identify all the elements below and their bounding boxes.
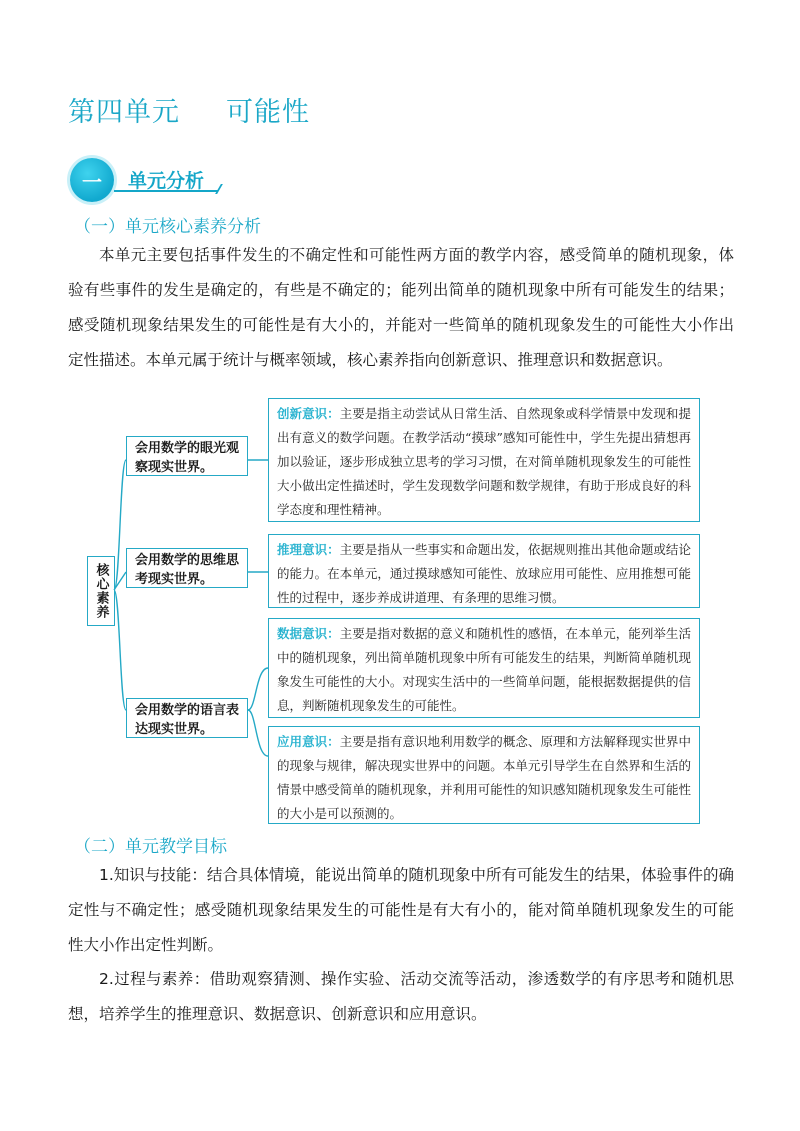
detail-data-text: 主要是指对数据的意义和随机性的感悟，在本单元，能列举生活中的随机现象，列出简单随机现象中所有可能发生的结果，判断简单随机现象发生可能性的大小。对现实生活中的一些简单问题，能根据数据提供的信息，判断随机现象发生的可能性。 bbox=[277, 626, 691, 713]
detail-data bbox=[268, 618, 700, 718]
section-number-circle bbox=[70, 158, 114, 202]
core-literacy-diagram bbox=[86, 396, 706, 826]
section-label: 单元分析 bbox=[128, 170, 205, 192]
detail-innovation-text: 主要是指主动尝试从日常生活、自然现象或科学情景中发现和提出有意义的数学问题。在教学活动“摸球”感知可能性中，学生先提出猜想再加以验证，逐步形成独立思考的学习习惯，在对简单随机现象发生的可能性大小做出定性描述时，学生发现数学问题和数学规律，有助于形成良好的科学态度和理性精神。 bbox=[277, 406, 691, 517]
detail-reasoning-text: 主要是指从一些事实和命题出发，依据规则推出其他命题或结论的能力。在本单元，通过摸球感知可能性、放球应用可能性、应用推想可能性的过程中，逐步养成讲道理、有条理的思维习惯。 bbox=[277, 542, 691, 605]
unit-number: 第四单元 bbox=[68, 97, 180, 128]
keyword-innovation: 创新意识： bbox=[277, 406, 340, 421]
detail-innovation bbox=[268, 398, 700, 522]
intro-paragraph: 本单元主要包括事件发生的不确定性和可能性两方面的教学内容，感受简单的随机现象，体验有些事件的发生是确定的，有些是不确定的；能列出简单的随机现象中所有可能发生的结果；感受随机现象结果发生的可能性是有大小的，并能对一些简单的随机现象发生的可能性大小作出定性描述。本单元属于统计与概率领域，核心素养指向创新意识、推理意识和数据意识。 bbox=[68, 246, 734, 369]
unit-title bbox=[68, 90, 310, 129]
branch-express: 会用数学的语言表达现实世界。 bbox=[126, 698, 248, 738]
keyword-application: 应用意识： bbox=[277, 734, 340, 749]
goal-process-literacy: 2.过程与素养：借助观察猜测、操作实验、活动交流等活动，渗透数学的有序思考和随机思想，培养学生的推理意识、数据意识、创新意识和应用意识。 bbox=[68, 970, 734, 1023]
branch-observe: 会用数学的眼光观察现实世界。 bbox=[126, 436, 248, 476]
heading-core-literacy: （一）单元核心素养分析 bbox=[74, 217, 261, 237]
core-literacy-label: 核心素养 bbox=[87, 556, 115, 626]
detail-reasoning bbox=[268, 534, 700, 608]
branch-think: 会用数学的思维思考现实世界。 bbox=[126, 548, 248, 588]
section-number: 一 bbox=[82, 169, 102, 194]
detail-application-text: 主要是指有意识地利用数学的概念、原理和方法解释现实世界中的现象与规律，解决现实世界中的问题。本单元引导学生在自然界和生活的情景中感受简单的随机现象，并利用可能性的知识感知随机现象发生可能性的大小是可以预测的。 bbox=[277, 734, 691, 821]
heading-teaching-goals: （二）单元教学目标 bbox=[74, 837, 227, 857]
detail-application bbox=[268, 726, 700, 824]
unit-name: 可能性 bbox=[226, 97, 310, 128]
keyword-data: 数据意识： bbox=[277, 626, 340, 641]
goal-knowledge-skills: 1.知识与技能：结合具体情境，能说出简单的随机现象中所有可能发生的结果，体验事件的确定性与不确定性；感受随机现象结果发生的可能性是有大有小的，能对简单随机现象发生的可能性大小作出定性判断。 bbox=[68, 866, 734, 954]
section-badge bbox=[70, 158, 220, 202]
keyword-reasoning: 推理意识： bbox=[277, 542, 340, 557]
